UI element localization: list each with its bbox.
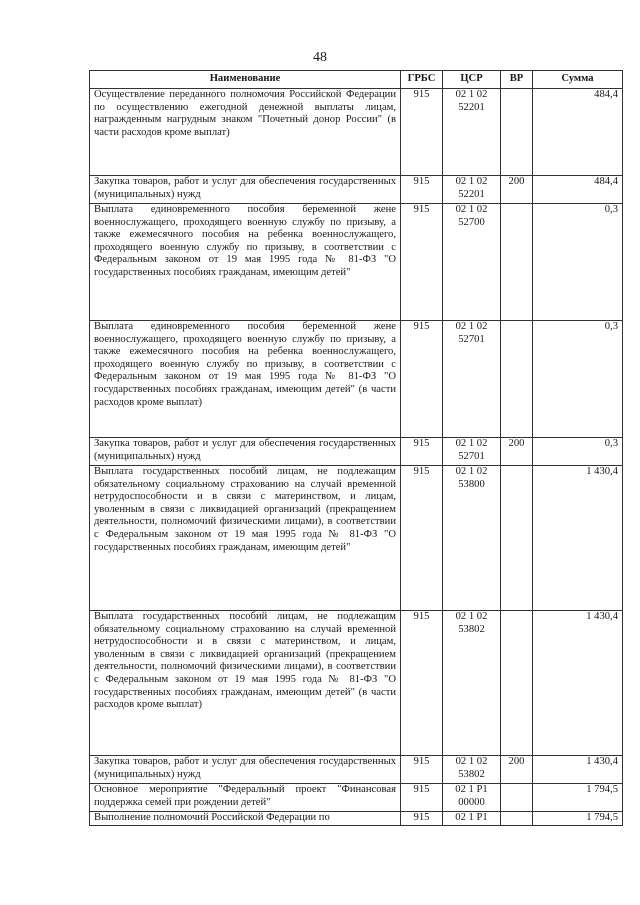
row-csr: 02 1 02 52201: [443, 176, 501, 204]
row-sum: 0,3: [533, 204, 623, 321]
row-vr: [501, 321, 533, 438]
header-csr: ЦСР: [443, 71, 501, 89]
row-name: Осуществление переданного полномочия Российской Федерации по осуществлению ежегодной денежной выплаты лицам, награжденным нагрудным знаком "Почетный донор России" (в части расходов кроме выплат): [90, 89, 401, 176]
row-vr: [501, 204, 533, 321]
row-vr: [501, 466, 533, 611]
row-csr: 02 1 02 53802: [443, 611, 501, 756]
row-csr: 02 1 02 52701: [443, 321, 501, 438]
row-sum: 0,3: [533, 321, 623, 438]
table-row: [90, 438, 623, 466]
table-row: [90, 204, 623, 321]
table-row: [90, 89, 623, 176]
row-vr: 200: [501, 438, 533, 466]
row-vr: [501, 89, 533, 176]
row-csr: 02 1 02 52700: [443, 204, 501, 321]
header-row: [90, 71, 623, 89]
row-name: Выполнение полномочий Российской Федерации по: [90, 812, 401, 826]
row-sum: 484,4: [533, 89, 623, 176]
row-csr: 02 1 02 52201: [443, 89, 501, 176]
table-row: [90, 466, 623, 611]
row-csr: 02 1 P1 00000: [443, 784, 501, 812]
row-grbs: 915: [401, 438, 443, 466]
row-grbs: 915: [401, 321, 443, 438]
row-sum: 1 794,5: [533, 784, 623, 812]
row-csr: 02 1 02 52701: [443, 438, 501, 466]
row-csr: 02 1 P1: [443, 812, 501, 826]
row-csr: 02 1 02 53802: [443, 756, 501, 784]
header-name: Наименование: [90, 71, 401, 89]
row-vr: [501, 812, 533, 826]
row-sum: 1 430,4: [533, 611, 623, 756]
table-row: [90, 812, 623, 826]
table-row: [90, 176, 623, 204]
row-grbs: 915: [401, 756, 443, 784]
table-row: [90, 784, 623, 812]
table-row: [90, 321, 623, 438]
row-grbs: 915: [401, 204, 443, 321]
row-name: Выплата единовременного пособия беременной жене военнослужащего, проходящего военную службу по призыву, а также ежемесячного пособия на ребенка военнослужащего, проходящего военную службу по призыву, в соответствии с Федеральным законом от 19 мая 1995 года № 81-ФЗ "О государственных пособиях гражданам, имеющим детей": [90, 204, 401, 321]
row-sum: 1 794,5: [533, 812, 623, 826]
row-csr: 02 1 02 53800: [443, 466, 501, 611]
row-name: Выплата единовременного пособия беременной жене военнослужащего, проходящего военную службу по призыву, а также ежемесячного пособия на ребенка военнослужащего, проходящего военную службу по призыву, в соответствии с Федеральным законом от 19 мая 1995 года № 81-ФЗ "О государственных пособиях гражданам, имеющим детей" (в части расходов кроме выплат): [90, 321, 401, 438]
row-sum: 1 430,4: [533, 466, 623, 611]
row-name: Закупка товаров, работ и услуг для обеспечения государственных (муниципальных) нужд: [90, 176, 401, 204]
row-sum: 484,4: [533, 176, 623, 204]
row-grbs: 915: [401, 812, 443, 826]
header-sum: Сумма: [533, 71, 623, 89]
row-grbs: 915: [401, 784, 443, 812]
table-row: [90, 611, 623, 756]
row-name: Выплата государственных пособий лицам, не подлежащим обязательному социальному страхованию на случай временной нетрудоспособности и в связи с материнством, и лицам, уволенным в связи с ликвидацией организаций (прекращением деятельности, полномочий физическими лицами), в соответствии с Федеральным законом от 19 мая 1995 года № 81-ФЗ "О государственных пособиях гражданам, имеющим детей" (в части расходов кроме выплат): [90, 611, 401, 756]
row-vr: 200: [501, 756, 533, 784]
row-sum: 0,3: [533, 438, 623, 466]
header-grbs: ГРБС: [401, 71, 443, 89]
row-name: Закупка товаров, работ и услуг для обеспечения государственных (муниципальных) нужд: [90, 438, 401, 466]
row-vr: 200: [501, 176, 533, 204]
row-vr: [501, 784, 533, 812]
row-vr: [501, 611, 533, 756]
row-name: Выплата государственных пособий лицам, не подлежащим обязательному социальному страхованию на случай временной нетрудоспособности и в связи с материнством, и лицам, уволенным в связи с ликвидацией организаций (прекращением деятельности, полномочий физическими лицами), в соответствии с Федеральным законом от 19 мая 1995 года № 81-ФЗ "О государственных пособиях гражданам, имеющим детей": [90, 466, 401, 611]
row-grbs: 915: [401, 466, 443, 611]
budget-table: [89, 70, 623, 826]
table-row: [90, 756, 623, 784]
row-name: Закупка товаров, работ и услуг для обеспечения государственных (муниципальных) нужд: [90, 756, 401, 784]
page-number: 48: [313, 50, 327, 65]
header-vr: ВР: [501, 71, 533, 89]
row-sum: 1 430,4: [533, 756, 623, 784]
row-name: Основное мероприятие "Федеральный проект "Финансовая поддержка семей при рождении детей": [90, 784, 401, 812]
row-grbs: 915: [401, 176, 443, 204]
row-grbs: 915: [401, 611, 443, 756]
row-grbs: 915: [401, 89, 443, 176]
